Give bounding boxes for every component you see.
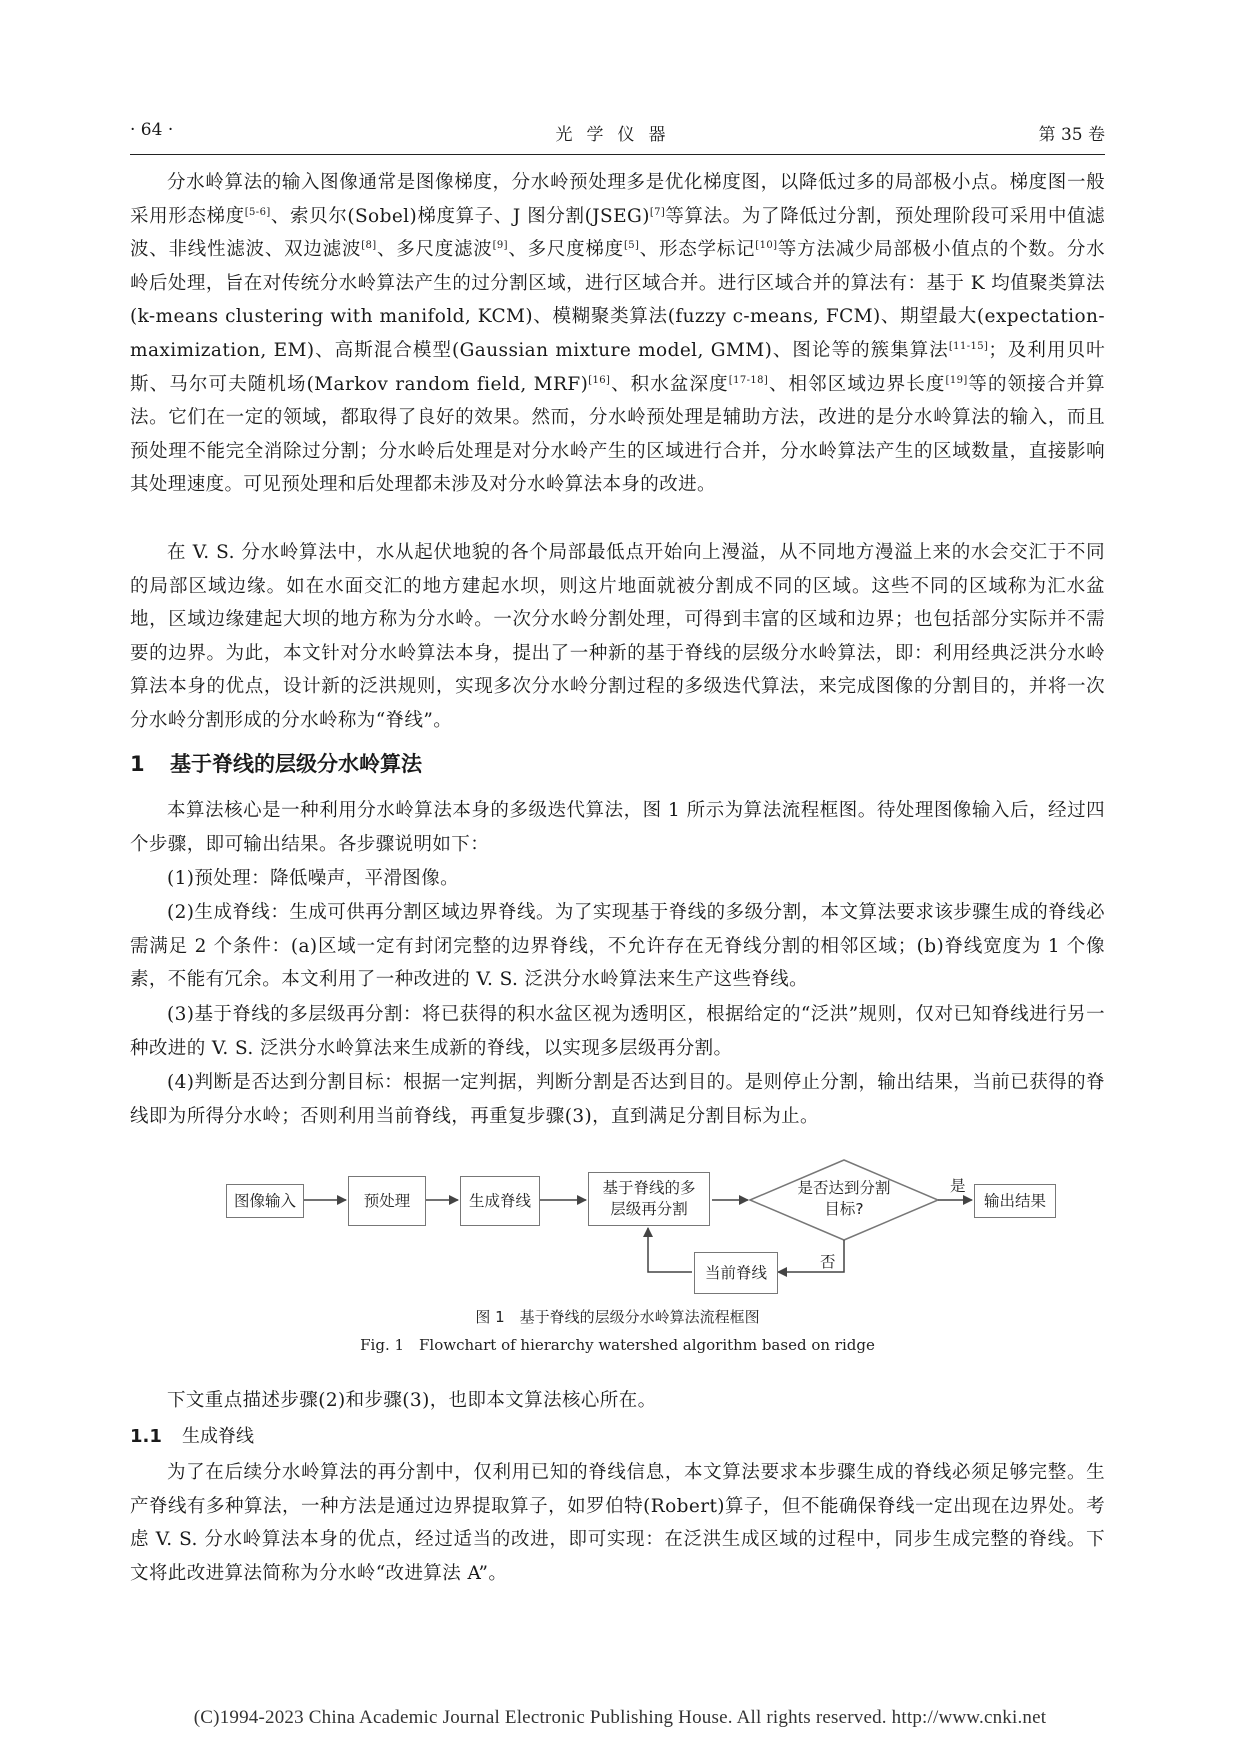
text-run: 、相邻区域边界长度: [768, 373, 946, 395]
arrow-current-to-resegment: [648, 1228, 692, 1272]
label-no: 否: [820, 1253, 836, 1271]
citation-superscript: [8]: [361, 240, 377, 252]
node-preprocess: 预处理: [348, 1176, 426, 1226]
node-multilevel-resegment: 基于脊线的多层级再分割: [588, 1172, 710, 1226]
paragraph-focus-steps: 下文重点描述步骤(2)和步骤(3)，也即本文算法核心所在。: [167, 1390, 657, 1411]
paragraph-step-1: (1)预处理：降低噪声，平滑图像。: [167, 868, 460, 889]
section-heading-1-1: [130, 1422, 254, 1448]
text-run: 等方法减少局部极小值点的个数。分水岭后处理，旨在对传统分水岭算法产生的过分割区域，进行区域合并。进行区域合并的算法有：基于 K 均值聚类算法(k-means clustering with manifold, KCM)、模糊聚类算法(fuzzy c-means, FCM)、期望最大(expectation-maximization, EM)、高斯混合模型(Gaussian mixture model, GMM)、图论等的簇集算法: [130, 239, 1105, 361]
paragraph-watershed-pre-post-processing: [130, 166, 1105, 502]
journal-name: 光学仪器: [555, 125, 680, 145]
subsection-number: 1.1: [130, 1426, 162, 1447]
node-output-result: 输出结果: [974, 1184, 1056, 1218]
page-number: · 64 ·: [130, 120, 174, 140]
figure-caption-english: Fig. 1 Flowchart of hierarchy watershed algorithm based on ridge: [360, 1336, 875, 1354]
citation-superscript: [19]: [945, 374, 968, 386]
citation-superscript: [5-6]: [244, 206, 271, 218]
node-current-ridge: 当前脊线: [694, 1252, 778, 1294]
paragraph-algorithm-core: 本算法核心是一种利用分水岭算法本身的多级迭代算法，图 1 所示为算法流程框图。待处理图像输入后，经过四个步骤，即可输出结果。各步骤说明如下：: [130, 800, 1105, 855]
citation-superscript: [5]: [623, 240, 640, 252]
text-run: ；及利用贝叶斯、马尔可夫随机场(Markov random field, MRF): [130, 339, 1106, 395]
text-run: 、积水盆深度: [610, 373, 729, 395]
text-run: 、索贝尔(Sobel)梯度算子、J 图分割(JSEG): [270, 205, 650, 227]
paragraph-step-2: (2)生成脊线：生成可供再分割区域边界脊线。为了实现基于脊线的多级分割，本文算法要求该步骤生成的脊线必需满足 2 个条件：(a)区域一定有封闭完整的边界脊线，不允许存在无脊线分割的相邻区域；(b)脊线宽度为 1 个像素，不能有冗余。本文利用了一种改进的 V. S. 泛洪分水岭算法来生产这些脊线。: [130, 902, 1105, 991]
text-run: 分水岭算法的输入图像通常是图像梯度，分水岭预处理多是优化梯度图，以降低过多的局部极小点。梯度图一般采用形态梯度: [130, 172, 1105, 227]
citation-superscript: [9]: [492, 240, 508, 252]
paragraph-step-4: (4)判断是否达到分割目标：根据一定判据，判断分割是否达到目的。是则停止分割，输出结果，当前已获得的脊线即为所得分水岭；否则利用当前脊线，再重复步骤(3)，直到满足分割目标为止。: [130, 1072, 1105, 1127]
paragraph-step-3: (3)基于脊线的多层级再分割：将已获得的积水盆区视为透明区，根据给定的“泛洪”规则，仅对已知脊线进行另一种改进的 V. S. 泛洪分水岭算法来生成新的脊线，以实现多层级再分割。: [130, 1004, 1105, 1059]
node-image-input: 图像输入: [226, 1184, 304, 1218]
text-run: 、多尺度梯度: [507, 239, 624, 261]
node-decision-text: 是否达到分割目标?: [797, 1179, 891, 1218]
volume-label: 第 35 卷: [1038, 125, 1105, 145]
node-generate-ridge: 生成脊线: [460, 1176, 540, 1226]
flowchart-figure: [220, 1154, 1080, 1304]
text-run: 等的领接合并算法。它们在一定的领域，都取得了良好的效果。然而，分水岭预处理是辅助方法，改进的是分水岭算法的输入，而且预处理不能完全消除过分割；分水岭后处理是对分水岭产生的区域进行合并，分水岭算法产生的区域数量，直接影响其处理速度。可见预处理和后处理都未涉及对分水岭算法本身的改进。: [130, 373, 1105, 496]
text-run: 、多尺度滤波: [376, 239, 493, 261]
section-heading-1: [130, 748, 422, 778]
citation-superscript: [11-15]: [948, 340, 989, 352]
subsection-title: 生成脊线: [182, 1426, 254, 1447]
figure-caption-chinese: 图 1 基于脊线的层级分水岭算法流程框图: [475, 1308, 760, 1326]
label-yes: 是: [950, 1177, 966, 1195]
page-header: [130, 116, 1105, 155]
citation-superscript: [17-18]: [728, 374, 769, 386]
paragraph-generate-ridge: 为了在后续分水岭算法的再分割中，仅利用已知的脊线信息，本文算法要求本步骤生成的脊线必须足够完整。生产脊线有多种算法，一种方法是通过边界提取算子，如罗伯特(Robert)算子，但不能确保脊线一定出现在边界处。考虑 V. S. 分水岭算法本身的优点，经过适当的改进，即可实现：在泛洪生成区域的过程中，同步生成完整的脊线。下文将此改进算法简称为分水岭“改进算法 A”。: [130, 1462, 1105, 1584]
section-number: 1: [130, 752, 145, 776]
copyright-footer: (C)1994-2023 China Academic Journal Electronic Publishing House. All rights reserved. http://www.cnki.net: [193, 1707, 1047, 1728]
citation-superscript: [16]: [588, 374, 611, 386]
paragraph-vs-watershed: 在 V. S. 分水岭算法中，水从起伏地貌的各个局部最低点开始向上漫溢，从不同地方漫溢上来的水会交汇于不同的局部区域边缘。如在水面交汇的地方建起水坝，则这片地面就被分割成不同的区域。这些不同的区域称为汇水盆地，区域边缘建起大坝的地方称为分水岭。一次分水岭分割处理，可得到丰富的区域和边界；也包括部分实际并不需要的边界。为此，本文针对分水岭算法本身，提出了一种新的基于脊线的层级分水岭算法，即：利用经典泛洪分水岭算法本身的优点，设计新的泛洪规则，实现多次分水岭分割过程的多级迭代算法，来完成图像的分割目的，并将一次分水岭分割形成的分水岭称为“脊线”。: [130, 542, 1105, 731]
citation-superscript: [10]: [755, 240, 778, 252]
text-run: 等算法。为了降低过分割，预处理阶段可采用中值滤波、非线性滤波、双边滤波: [130, 205, 1105, 261]
text-run: 、形态学标记: [639, 239, 756, 261]
section-title: 基于脊线的层级分水岭算法: [170, 752, 422, 776]
citation-superscript: [7]: [649, 206, 666, 218]
